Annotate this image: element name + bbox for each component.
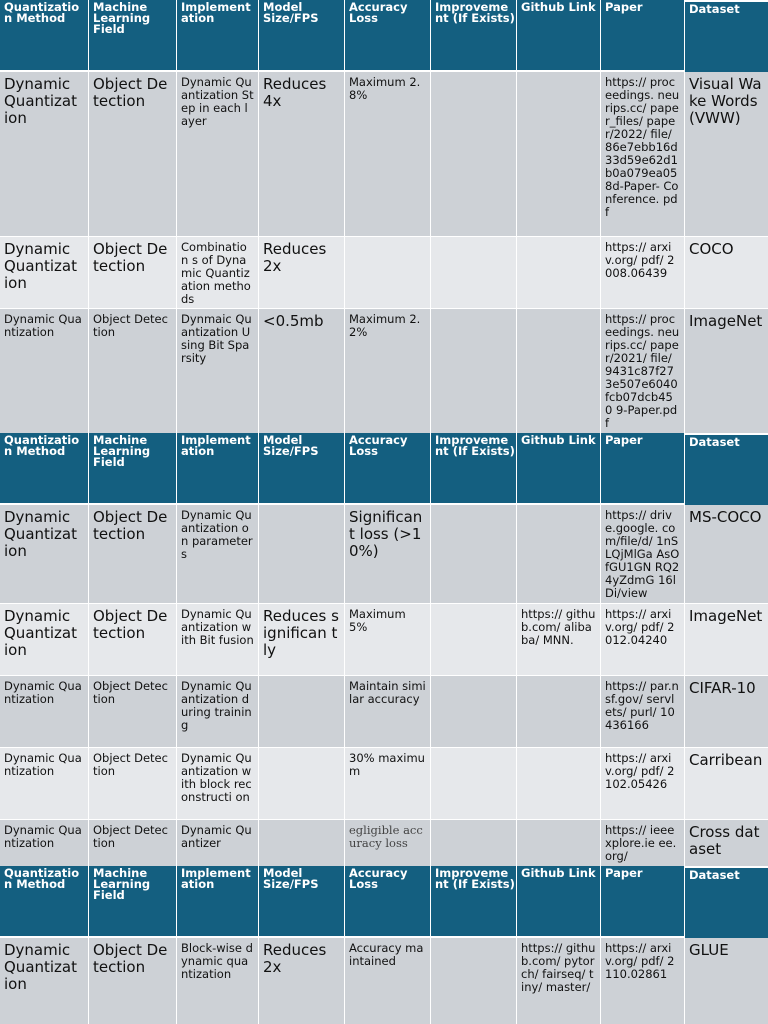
- cell-paper-link[interactable]: https:// arxiv.org/ pdf/ 2102.05426: [601, 748, 684, 819]
- table-row: [0, 72, 768, 236]
- header-cell-dataset: Dataset: [685, 435, 768, 505]
- cell-field: Object Detection: [89, 309, 176, 433]
- cell-size: [259, 676, 344, 747]
- cell-improve: [431, 604, 516, 675]
- cell-field: Object Detection: [89, 505, 176, 603]
- table-header-row: [0, 866, 768, 936]
- cell-acc: 30% maximum: [345, 748, 430, 819]
- header-cell-ml-field: Machine Learning Field: [89, 0, 176, 70]
- cell-field: Object Detection: [89, 604, 176, 675]
- cell-paper-link[interactable]: https:// proceedings. neurips.cc/ paper/2021/ file/ 9431c87f27 3e507e6040 fcb07dcb450 9-Paper.pdf: [601, 309, 684, 433]
- table-row: [0, 604, 768, 675]
- cell-size: [259, 820, 344, 866]
- cell-acc: Maintain similar accuracy: [345, 676, 430, 747]
- header-cell-model-size: Model Size/FPS: [259, 0, 344, 70]
- cell-impl: Dynmaic Quantization Using Bit Sparsity: [177, 309, 258, 433]
- header-cell-accuracy-loss: Accuracy Loss: [345, 866, 430, 936]
- header-cell-dataset: Dataset: [685, 868, 768, 938]
- cell-field: Object Detection: [89, 938, 176, 1024]
- cell-impl: Dynamic Quantization during training: [177, 676, 258, 747]
- cell-dataset: Visual Wake Words (VWW): [685, 72, 768, 236]
- cell-github-link[interactable]: https:// github.com/ pytorch/ fairseq/ tiny/ master/: [517, 938, 600, 1024]
- table-row: [0, 748, 768, 819]
- cell-github: [517, 309, 600, 433]
- cell-github-link[interactable]: https:// github.com/ alibaba/ MNN.: [517, 604, 600, 675]
- cell-method: Dynamic Quantizat ion: [0, 237, 88, 308]
- cell-improve: [431, 72, 516, 236]
- cell-method: Dynamic Quantizat ion: [0, 938, 88, 1024]
- cell-method: Dynamic Quantizat ion: [0, 72, 88, 236]
- cell-improve: [431, 748, 516, 819]
- table-header-row: [0, 0, 768, 70]
- cell-github: [517, 820, 600, 866]
- header-cell-paper: Paper: [601, 433, 684, 503]
- cell-github: [517, 72, 600, 236]
- header-cell-improvement: Improveme nt (If Exists): [431, 866, 516, 936]
- cell-field: Object Detection: [89, 72, 176, 236]
- cell-dataset: CIFAR-10: [685, 676, 768, 747]
- cell-github: [517, 505, 600, 603]
- header-cell-paper: Paper: [601, 866, 684, 936]
- table-row: [0, 505, 768, 603]
- cell-acc: Accuracy maintained: [345, 938, 430, 1024]
- cell-method: Dynamic Quantization: [0, 309, 88, 433]
- cell-size: Reduces 2x: [259, 237, 344, 308]
- cell-acc: Maximum 2.8%: [345, 72, 430, 236]
- cell-dataset: GLUE: [685, 938, 768, 1024]
- header-cell-paper: Paper: [601, 0, 684, 70]
- header-cell-accuracy-loss: Accuracy Loss: [345, 433, 430, 503]
- cell-paper-link[interactable]: https:// drive.google. com/file/d/ 1nSLQjMlGa AsOfGU1GN RQ24yZdmG 16lDi/view: [601, 505, 684, 603]
- table-row: [0, 237, 768, 308]
- table-row: [0, 309, 768, 433]
- header-cell-implementation: Implement ation: [177, 433, 258, 503]
- cell-improve: [431, 820, 516, 866]
- cell-impl: Dynamic Quantization on parameters: [177, 505, 258, 603]
- cell-method: Dynamic Quantizat ion: [0, 505, 88, 603]
- header-cell-improvement: Improveme nt (If Exists): [431, 433, 516, 503]
- cell-improve: [431, 309, 516, 433]
- cell-size: [259, 505, 344, 603]
- cell-paper-link[interactable]: https:// arxiv.org/ pdf/ 2110.02861: [601, 938, 684, 1024]
- header-cell-quantization-method: Quantizatio n Method: [0, 433, 88, 503]
- cell-acc: egligible accuracy loss: [345, 820, 430, 866]
- table-row: [0, 676, 768, 747]
- cell-field: Object Detection: [89, 676, 176, 747]
- cell-improve: [431, 237, 516, 308]
- header-cell-dataset: Dataset: [685, 2, 768, 72]
- table-row: [0, 820, 768, 866]
- cell-size: <0.5mb: [259, 309, 344, 433]
- cell-github: [517, 748, 600, 819]
- header-cell-ml-field: Machine Learning Field: [89, 866, 176, 936]
- cell-dataset: MS-COCO: [685, 505, 768, 603]
- cell-paper-link[interactable]: https:// arxiv.org/ pdf/ 2008.06439: [601, 237, 684, 308]
- cell-method: Dynamic Quantizat ion: [0, 604, 88, 675]
- header-cell-accuracy-loss: Accuracy Loss: [345, 0, 430, 70]
- cell-impl: Dynamic Quantization with block reconstructi on: [177, 748, 258, 819]
- header-cell-github: Github Link: [517, 866, 600, 936]
- cell-github: [517, 237, 600, 308]
- table-header-row: [0, 433, 768, 503]
- cell-impl: Dynamic Quantization with Bit fusion: [177, 604, 258, 675]
- cell-acc: Maximum 5%: [345, 604, 430, 675]
- header-cell-improvement: Improveme nt (If Exists): [431, 0, 516, 70]
- cell-paper-link[interactable]: https:// par.nsf.gov/ servlets/ purl/ 10436166: [601, 676, 684, 747]
- cell-paper-link[interactable]: https:// ieeexplore.ie ee.org/: [601, 820, 684, 866]
- header-cell-implementation: Implement ation: [177, 0, 258, 70]
- cell-paper-link[interactable]: https:// proceedings. neurips.cc/ paper_files/ paper/2022/ file/ 86e7ebb16d 33d59e62d1 b0a079ea05 8d-Paper- Conference. pdf: [601, 72, 684, 236]
- cell-github: [517, 676, 600, 747]
- cell-size: Reduces 2x: [259, 938, 344, 1024]
- header-cell-github: Github Link: [517, 433, 600, 503]
- cell-paper-link[interactable]: https:// arxiv.org/ pdf/ 2012.04240: [601, 604, 684, 675]
- cell-field: Object Detection: [89, 237, 176, 308]
- table-row: [0, 938, 768, 1024]
- cell-dataset: ImageNet: [685, 604, 768, 675]
- header-cell-quantization-method: Quantizatio n Method: [0, 0, 88, 70]
- cell-field: Object Detection: [89, 748, 176, 819]
- cell-impl: Dynamic Quantizer: [177, 820, 258, 866]
- cell-dataset: Cross dataset: [685, 820, 768, 866]
- cell-dataset: Carribean: [685, 748, 768, 819]
- cell-size: [259, 748, 344, 819]
- cell-impl: Combination s of Dynamic Quantization methods: [177, 237, 258, 308]
- cell-method: Dynamic Quantization: [0, 748, 88, 819]
- cell-acc: Maximum 2.2%: [345, 309, 430, 433]
- cell-size: Reduces 4x: [259, 72, 344, 236]
- cell-size: Reduces significan tly: [259, 604, 344, 675]
- header-cell-model-size: Model Size/FPS: [259, 866, 344, 936]
- cell-acc: Significan t loss (>10%): [345, 505, 430, 603]
- header-cell-model-size: Model Size/FPS: [259, 433, 344, 503]
- cell-acc: [345, 237, 430, 308]
- cell-impl: Dynamic Quantization Step in each layer: [177, 72, 258, 236]
- cell-field: Object Detection: [89, 820, 176, 866]
- header-cell-quantization-method: Quantizatio n Method: [0, 866, 88, 936]
- cell-method: Dynamic Quantization: [0, 676, 88, 747]
- cell-improve: [431, 676, 516, 747]
- cell-improve: [431, 505, 516, 603]
- header-cell-implementation: Implement ation: [177, 866, 258, 936]
- cell-impl: Block-wise dynamic quantization: [177, 938, 258, 1024]
- cell-dataset: ImageNet: [685, 309, 768, 433]
- cell-method: Dynamic Quantization: [0, 820, 88, 866]
- cell-dataset: COCO: [685, 237, 768, 308]
- header-cell-ml-field: Machine Learning Field: [89, 433, 176, 503]
- cell-improve: [431, 938, 516, 1024]
- header-cell-github: Github Link: [517, 0, 600, 70]
